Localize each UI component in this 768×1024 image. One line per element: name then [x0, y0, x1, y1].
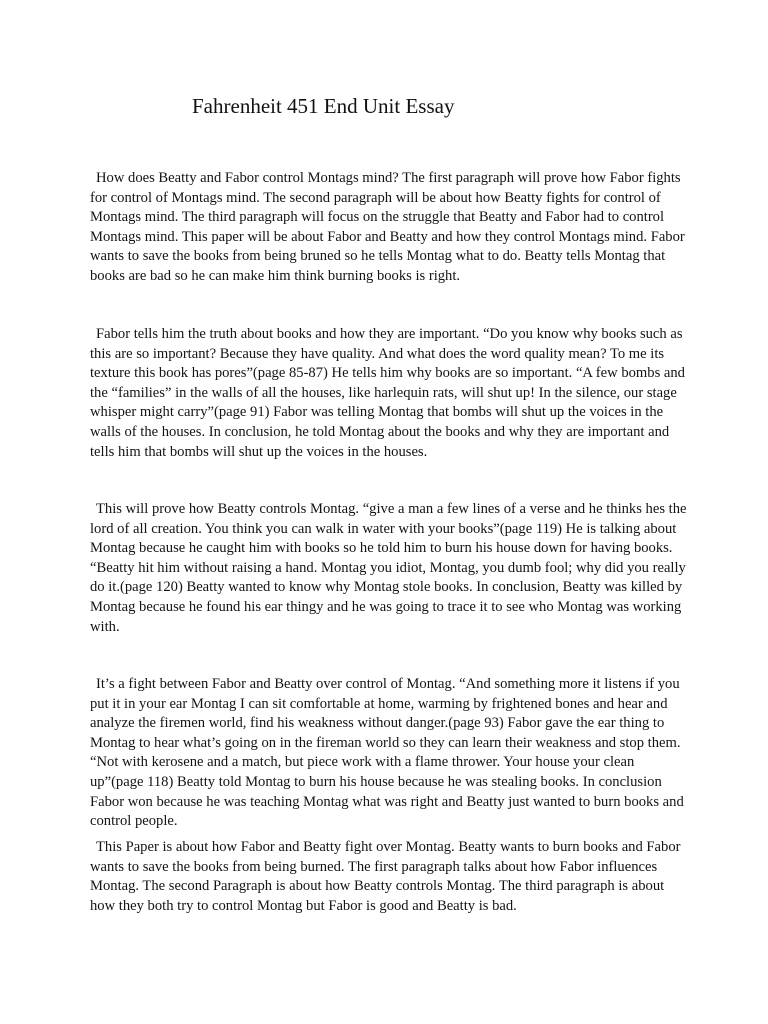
paragraph-struggle: It’s a fight between Fabor and Beatty over control of Montag. “And something more it listens if you put it in your ear Montag I can sit comfortable at home, warming by frightened bones and hear and analyze the firemen world, find his weakness without danger.(page 93) Fabor gave the ear thing to Montag to hear what’s going on in the fireman world so they can learn their weakness and stop them. “Not with kerosene and a match, but piece work with a flame thrower. Your house your clean up”(page 118) Beatty told Montag to burn his house because he was stealing books. In conclusion Fabor won because he was teaching Montag what was right and Beatty just wanted to burn books and control people. — [90, 676, 684, 830]
paragraph-fabor: Fabor tells him the truth about books and how they are important. “Do you know why books such as this are so important? Because they have quality. And what does the word quality mean? To me its texture this book has pores”(page 85-87) He tells him why books are so important. “A few bombs and the “families” in the walls of all the houses, like harlequin rats, will shut up! In the silence, our stage whisper might carry”(page 91) Fabor was telling Montag that bombs will shut up the voices in the walls of the houses. In conclusion, he told Montag about the books and why they are important and tells him that bombs will shut up the voices in the houses. — [90, 326, 685, 460]
paragraph-introduction: How does Beatty and Fabor control Montags mind? The first paragraph will prove how Fabor fights for control of Montags mind. The second paragraph will be about how Beatty fights for control of Montags mind. The third paragraph will focus on the struggle that Beatty and Fabor had to control Montags mind. This paper will be about Fabor and Beatty and how they control Montags mind. Fabor wants to save the books from being bruned so he tells Montag what to do. Beatty tells Montag that books are bad so he can make him think burning books is right. — [90, 170, 685, 284]
essay-title: Fahrenheit 451 End Unit Essay — [192, 94, 455, 118]
paragraph-conclusion: This Paper is about how Fabor and Beatty fight over Montag. Beatty wants to burn books and Fabor wants to save the books from being burned. The first paragraph talks about how Fabor influences Montag. The second Paragraph is about how Beatty controls Montag. The third paragraph is about how they both try to control Montag but Fabor is good and Beatty is bad. — [90, 839, 681, 914]
paragraph-beatty: This will prove how Beatty controls Montag. “give a man a few lines of a verse and he thinks hes the lord of all creation. You think you can walk in water with your books”(page 119) He is talking about Montag because he caught him with books so he told him to burn his house down for having books. “Beatty hit him without raising a hand. Montag you idiot, Montag, you dumb fool; why did you really do it.(page 120) Beatty wanted to know why Montag stole books. In conclusion, Beatty was killed by Montag because he found his ear thingy and he was going to trace it to see who Montag was working with. — [90, 501, 687, 635]
